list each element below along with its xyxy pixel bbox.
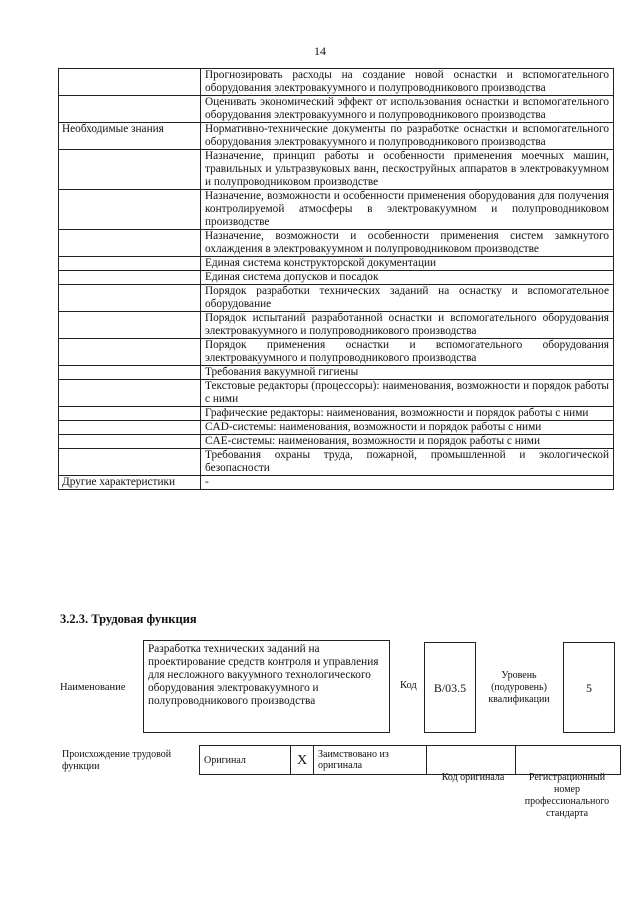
row-text: Требования вакуумной гигиены	[201, 366, 614, 380]
row-category	[59, 69, 201, 96]
row-category	[59, 435, 201, 449]
table-row	[59, 339, 614, 366]
row-category	[59, 150, 201, 190]
original-mark: X	[291, 746, 314, 775]
row-category	[59, 257, 201, 271]
table-row	[59, 123, 614, 150]
table-row	[59, 150, 614, 190]
borrowed-label: Заимствовано из оригинала	[314, 746, 427, 775]
row-category	[59, 380, 201, 407]
original-label: Оригинал	[204, 754, 246, 766]
row-category: Необходимые знания	[59, 123, 201, 150]
page-number: 14	[314, 44, 326, 58]
code-label: Код	[400, 680, 417, 691]
table-row	[59, 449, 614, 476]
row-text: Требования охраны труда, пожарной, промышленной и экологической безопасности	[201, 449, 614, 476]
table-row	[59, 230, 614, 257]
row-text: Порядок применения оснастки и вспомогательного оборудования электровакуумного и полупроводникового производства	[201, 339, 614, 366]
row-text: Назначение, возможности и особенности применения оборудования для получения контролируемой атмосферы в электровакуумном и полупроводниковом производстве	[201, 190, 614, 230]
original-cell	[200, 746, 291, 775]
row-text: Нормативно-технические документы по разработке оснастки и вспомогательного оборудования электровакуумного и полупроводникового производства	[201, 123, 614, 150]
reg-number-caption: Регистрационный номер профессионального стандарта	[524, 772, 610, 819]
table-row	[59, 312, 614, 339]
reg-number-cell	[516, 746, 621, 775]
row-text: Порядок испытаний разработанной оснастки и вспомогательного оборудования электровакуумного и полупроводникового производства	[201, 312, 614, 339]
table-row	[59, 190, 614, 230]
row-text: Оценивать экономический эффект от использования оснастки и вспомогательного оборудования электровакуумного и полупроводникового производства	[201, 96, 614, 123]
knowledge-table	[58, 68, 614, 490]
table-row	[59, 69, 614, 96]
row-category	[59, 421, 201, 435]
row-text: Назначение, принцип работы и особенности применения моечных машин, травильных и ультразвуковых ванн, пескоструйных аппаратов в электровакуумном и полупроводниковом производстве	[201, 150, 614, 190]
level-value: 5	[563, 642, 615, 733]
table-row	[59, 380, 614, 407]
row-category	[59, 230, 201, 257]
table-row	[59, 407, 614, 421]
row-category	[59, 449, 201, 476]
row-category	[59, 96, 201, 123]
section-heading: 3.2.3. Трудовая функция	[60, 612, 197, 626]
row-category	[59, 312, 201, 339]
row-category	[59, 339, 201, 366]
table-row	[59, 285, 614, 312]
row-category	[59, 366, 201, 380]
row-category	[59, 285, 201, 312]
code-original-caption: Код оригинала	[441, 772, 505, 783]
row-category	[59, 271, 201, 285]
row-text: Единая система конструкторской документации	[201, 257, 614, 271]
row-text: Графические редакторы: наименования, возможности и порядок работы с ними	[201, 407, 614, 421]
row-category	[59, 407, 201, 421]
row-text: CAE-системы: наименования, возможности и порядок работы с ними	[201, 435, 614, 449]
origin-table	[199, 745, 621, 775]
row-text: Единая система допусков и посадок	[201, 271, 614, 285]
table-row	[59, 366, 614, 380]
table-row	[59, 271, 614, 285]
row-text: -	[201, 476, 614, 490]
name-label: Наименование	[60, 682, 126, 693]
row-text: Прогнозировать расходы на создание новой оснастки и вспомогательного оборудования электровакуумного и полупроводникового производства	[201, 69, 614, 96]
row-category: Другие характеристики	[59, 476, 201, 490]
table-row	[59, 421, 614, 435]
row-text: Назначение, возможности и особенности применения систем замкнутого охлаждения в электровакуумном и полупроводниковом производстве	[201, 230, 614, 257]
code-original-cell	[427, 746, 516, 775]
code-value: B/03.5	[424, 642, 476, 733]
row-text: Текстовые редакторы (процессоры): наименования, возможности и порядок работы с ними	[201, 380, 614, 407]
level-label: Уровень (подуровень) квалификации	[488, 670, 550, 705]
row-text: Порядок разработки технических заданий на оснастку и вспомогательное оборудование	[201, 285, 614, 312]
table-row	[59, 96, 614, 123]
table-row	[59, 257, 614, 271]
row-text: CAD-системы: наименования, возможности и порядок работы с ними	[201, 421, 614, 435]
table-row	[59, 435, 614, 449]
table-row	[59, 476, 614, 490]
function-name-value: Разработка технических заданий на проектирование средств контроля и управления для несложного вакуумного технологического оборудования электровакуумного и полупроводникового производства	[143, 640, 390, 733]
row-category	[59, 190, 201, 230]
origin-label: Происхождение трудовой функции	[62, 749, 172, 772]
